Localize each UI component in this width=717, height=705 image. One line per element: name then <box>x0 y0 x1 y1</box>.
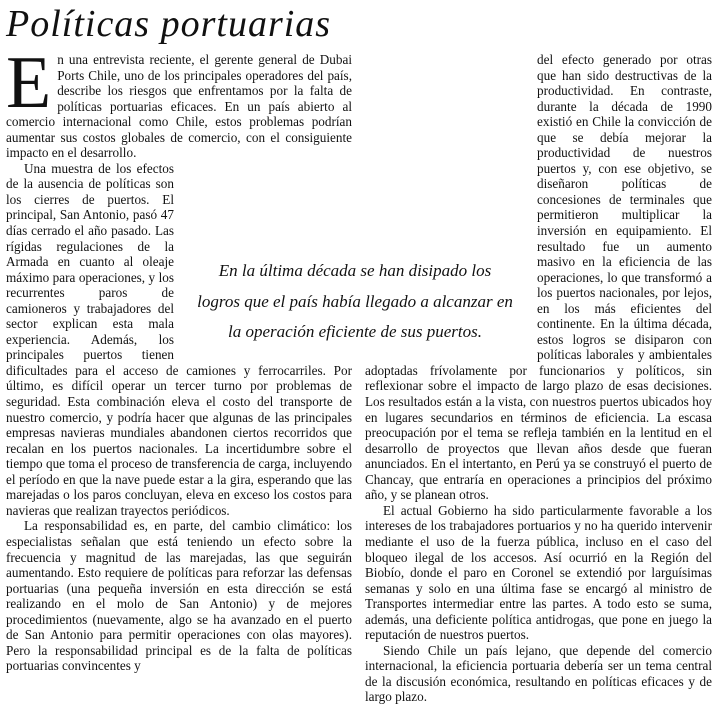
paragraph: El actual Gobierno ha sido particularmente favorable a los intereses de los trabajadores portuarios y no ha querido intervenir mediante el uso de la fuerza pública, incluso en el caso del bloqueo ilegal de los accesos. Así ocurrió en la Región del Biobío, donde el paro en Coronel se extendió por larguísimas semanas y solo en una última fase se encargó al ministro de Transportes intermediar entre las partes. A todo esto se suma, además, una deficiente política antidrogas, que pone en juego la reputación de nuestros puertos. <box>365 502 712 643</box>
paragraph: La responsabilidad es, en parte, del cambio climático: los especialistas señalan que está teniendo un efecto sobre la frecuencia y magnitud de las marejadas, las que seguirán aumentando. Esto requiere de políticas para reforzar las defensas portuarias (una pequeña inversión en esta dirección se está realizando en el molo de San Antonio) y de mejores procedimientos (nuevamente, algo se ha avanzado en el puerto de San Antonio para permitir operaciones con olas mayores). Pero la responsabilidad principal es de la falta de políticas portuarias convincentes y <box>6 518 352 674</box>
pull-quote: En la última década se han disipado los logros que el país había llegado a alcanzar en la operación eficiente de sus puertos. <box>197 261 513 341</box>
paragraph: Siendo Chile un país lejano, que depende del comercio internacional, la eficiencia portuaria debería ser un tema central de la discusión económica, resultando en políticas eficaces y de largo plazo. <box>365 642 712 705</box>
paragraph <box>6 42 352 161</box>
paragraph-text: del efecto generado por otras que han sido destructivas de la productividad. En contraste, durante la década de 1990 existió en Chile la convicción de que se debía mejorar la productividad de nuestros puertos y, con ese objetivo, se diseñaron políticas de concesiones de terminales que permitieron multiplicar la inversión en equipamiento. El resultado fue un aumento masivo en la eficiencia de las operaciones, lo que transformó a los puertos nacionales, por lejos, en los más eficientes del continente. En la última década, estos logros se disiparon con políticas laborales y ambientales adoptadas frívolamente por funcionarios y políticos, sin reflexionar sobre el impacto de largo plazo de esas decisiones. Los resultados están a la vista, con nuestros puertos ubicados hoy en lugares secundarios en términos de eficiencia. La escasa preocupación por el tema se refleja también en la lentitud en el desarrollo de proyectos que llevan años desde que fueran anunciados. En el intertanto, en Perú ya se construyó el puerto de Chancay, que entraría en operaciones a principios del próximo año, y se planean otros. <box>365 52 712 503</box>
drop-cap: E <box>6 42 52 124</box>
article-column-right <box>365 52 712 705</box>
paragraph-text: Una muestra de los efectos de la ausencia de políticas son los cierres de puertos. El principal, San Antonio, pasó 47 días cerrado el año pasado. Las rígidas regulaciones de la Armada en cuanto al oleaje máximo para operaciones, y los recurrentes paros de camioneros y trabajadores del sector explican esta mala experiencia. Además, los principales puertos tienen dificultades para el acceso de camiones y ferrocarriles. Por último, es difícil operar un tercer turno por problemas de seguridad. Esta combinación eleva el costo del transporte de nuestro comercio, y podría hacer que algunas de las principales empresas navieras mundiales abandonen ciertos recorridos que recalan en los puertos nacionales. La incertidumbre sobre el tiempo que toma el proceso de transferencia de carga, incluyendo el período en que la nave puede estar a la gira, esperando que las marejadas o los paros concluyan, eleva en exceso los costos para navieras que realizan trayectos periódicos. <box>6 160 352 518</box>
article-title: Políticas portuarias <box>6 3 332 45</box>
article-column-left <box>6 42 352 674</box>
paragraph-text: n una entrevista reciente, el gerente general de Dubai Ports Chile, uno de los principales operadores del país, describe los riesgos que enfrentamos por la falta de políticas portuarias eficaces. En un país abierto al comercio internacional como Chile, estos problemas podrían aumentar sus costos globales de comercio, con el consiguiente impacto en el desarrollo. <box>6 52 352 161</box>
